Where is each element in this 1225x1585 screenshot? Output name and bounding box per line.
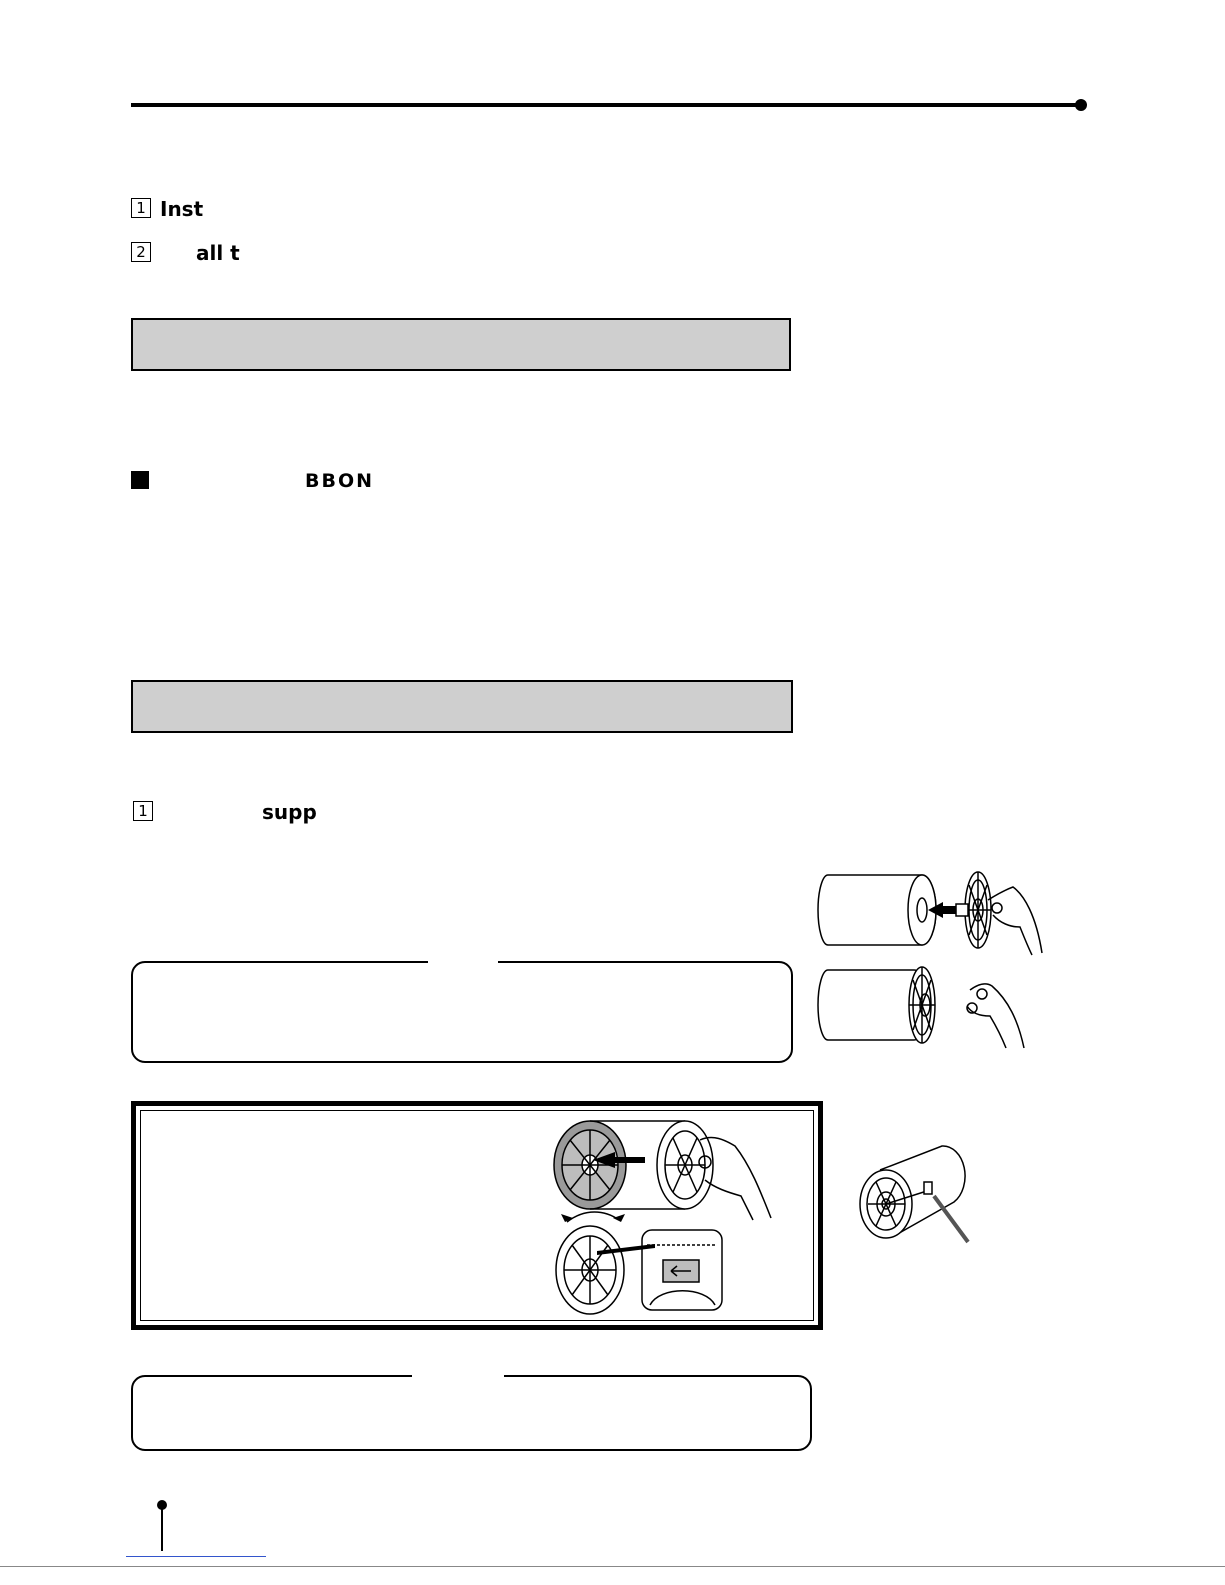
step-number-box: 1 bbox=[133, 801, 153, 821]
header-rule-dot bbox=[1075, 99, 1087, 111]
note-box bbox=[131, 1375, 812, 1451]
ribbon-roll-tab bbox=[850, 1140, 980, 1250]
note-box bbox=[131, 961, 793, 1063]
footer-link-underline[interactable] bbox=[126, 1556, 266, 1557]
ribbon-roll-spool-attached bbox=[810, 960, 1050, 1055]
step-number-box: 2 bbox=[131, 242, 151, 262]
section-header-bar bbox=[131, 318, 791, 371]
step-text: supp bbox=[262, 800, 317, 824]
step-2-install bbox=[131, 242, 331, 266]
spool-alignment-detail bbox=[545, 1110, 775, 1320]
ribbon-roll-spool-insert bbox=[810, 865, 1050, 960]
header-rule bbox=[131, 103, 1081, 107]
step-number-box: 1 bbox=[131, 198, 151, 218]
step-1-support bbox=[131, 801, 381, 825]
note-box-title-gap bbox=[428, 957, 498, 963]
step-text: Inst bbox=[160, 197, 204, 221]
section-marker-label: BBON bbox=[305, 470, 375, 492]
footer-rule bbox=[0, 1566, 1225, 1567]
footer-stem bbox=[161, 1505, 163, 1551]
step-text: all t bbox=[196, 241, 240, 265]
note-box-title-gap bbox=[412, 1371, 504, 1377]
section-header-bar bbox=[131, 680, 793, 733]
step-1-install bbox=[131, 198, 331, 222]
section-bullet-square bbox=[131, 471, 149, 489]
